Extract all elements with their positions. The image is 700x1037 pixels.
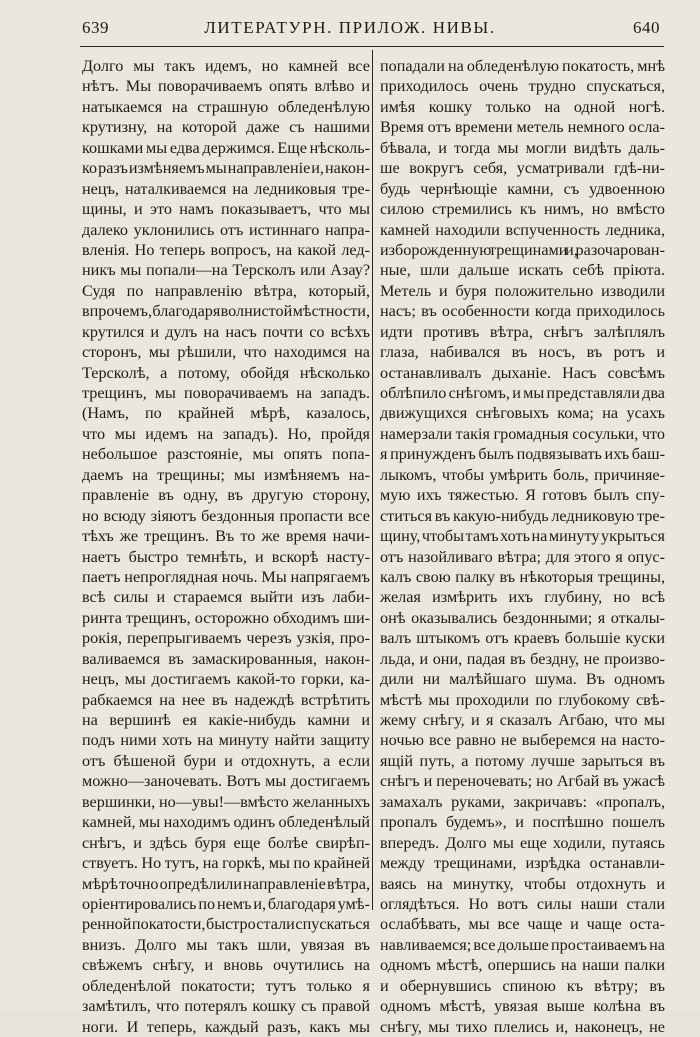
text-line: приходилось очень трудно спускаться, [380,77,665,96]
text-line: Долго мы такъ идемъ, но камней все [82,57,370,75]
text-line: никъ мы попали—на Терсколъ или Азау? [82,261,370,280]
text-line: но всюду зіяютъ бездонныя пропасти все [82,506,370,525]
text-line: насъ; въ особенности когда приходилось [380,302,665,321]
text-line: трещинъ, мы поворачиваемъ на западъ. [82,384,370,402]
text-line: ваясь на минутку, чтобы отдохнуть и [380,874,665,893]
text-line: глаза, набивался въ носъ, въ ротъ и [380,343,665,362]
text-line: льда, и они, падая въ бездну, не произво- [380,649,665,668]
text-line: идти противъ вѣтра, снѣгъ залѣплялъ [380,322,665,341]
text-line: изборожденную трещинами и, разочарован- [380,240,665,259]
text-line: замѣтилъ, что потерялъ кошку съ правой [82,997,370,1016]
text-line: ститься въ какую-нибудь ледниковую тре- [380,506,665,525]
text-line: Метель и буря положительно изводили [380,281,665,300]
text-line: одномъ мѣстѣ, увязая выше колѣна въ [380,997,665,1016]
text-line: ночью все равно не выберемся на насто- [380,731,665,750]
text-line: намерзали такія громадныя сосульки, что [380,424,665,443]
text-line: что мы идемъ на западъ). Но, пройдя [82,424,370,443]
text-line: отъ бѣшеной бури и отдохнуть, а если [82,751,370,770]
text-line: небольшое разстояніе, мы опять попа- [82,445,370,464]
text-line: щину, чтобы тамъ хоть на минуту укрыться [380,527,665,546]
text-line: Время отъ времени метель немного осла- [380,118,665,137]
text-line: можно—заночевать. Вотъ мы достигаемъ [82,772,370,791]
text-line: имѣя кошку только на одной ногѣ. [380,97,665,116]
text-line: попадали на обледенѣлую покатость, мнѣ [380,57,665,75]
text-line: ко разъ измѣняемъ мы направленіе и, након- [82,159,370,178]
text-line: даемъ на трещины; мы измѣняемъ на- [82,465,370,484]
text-line: крутился и дулъ на насъ почти со всѣхъ [82,322,370,341]
text-line: на вершинѣ ея какіе-нибудь камни и [82,711,370,729]
text-line: замахалъ руками, закричавъ: «пропалъ, [380,792,665,811]
text-line: тѣхъ же трещинъ. Въ то же время начи- [82,527,370,546]
text-line: отъ назойливаго вѣтра; для этого я опус- [380,547,665,566]
text-line: жему снѣгу, и я сказалъ Агбаю, что мы [380,711,665,729]
text-line: обледенѣлой покатости; тутъ только я [82,976,370,995]
text-line: ствуетъ. Но тутъ, на горкѣ, мы по крайней [82,854,370,873]
text-line: оглядѣться. Но вотъ силы наши стали [380,894,665,913]
text-line: рабкаемся на нее въ надеждѣ встрѣтить [82,690,370,709]
text-line: лыкомъ, чтобы умѣрить боль, причиняе- [380,465,665,484]
text-line: пропалъ будемъ», и поспѣшно пошелъ [380,813,665,832]
text-line: ринта трещинъ, осторожно обходимъ ши- [82,608,370,627]
text-line: наетъ быстро темнѣть, и вскорѣ насту- [82,547,370,566]
text-line: Терсколѣ, а потому, обойдя нѣсколько [82,363,370,382]
text-line: желая измѣрить ихъ глубину, но всѣ [380,588,665,607]
text-line: камней, мы находимъ одинъ обледенѣлый [82,813,370,832]
text-line: валъ штыкомъ отъ краевъ большіе куски [380,629,665,648]
text-line: далеко уклонились отъ истиннаго напра- [82,220,370,239]
text-line: щины, и это намъ показываетъ, что мы [82,200,370,219]
text-line: бѣвала, и тогда мы могли видѣть даль- [380,138,665,157]
text-line: кошками мы едва держимся. Еще нѣсколь- [82,138,370,157]
text-line: нецъ, мы достигаемъ какой-то горки, ка- [82,670,370,689]
text-line: снѣгъ и переночевать; но Агбай въ ужасѣ [380,772,665,791]
right-page-number: 640 [633,18,660,37]
text-line: дили ни малѣйшаго шума. Въ одномъ [380,670,665,689]
running-title: ЛИТЕРАТУРН. ПРИЛОЖ. НИВЫ. [204,18,496,37]
text-line: нецъ, наталкиваемся на ледниковыя тре- [82,179,370,198]
text-line: калъ свою палку въ нѣкоторыя трещины, [380,567,665,586]
text-line: всѣ силы и стараемся выйти изъ лаби- [82,588,370,607]
text-line: будь чернѣющіе камни, съ удвоенною [380,179,665,198]
text-line: вленія. Но теперь вопросъ, на какой лед- [82,240,370,259]
text-line: нѣтъ. Мы поворачиваемъ опять влѣво и [82,77,370,96]
text-line: впрочемъ, благодаря волнистой мѣстности, [82,302,370,321]
text-line: сторонъ, мы рѣшили, что находимся на [82,343,370,362]
text-line: я принужденъ былъ подвязывать ихъ баш- [380,445,665,464]
right-column [380,56,665,1037]
text-line: внизъ. Долго мы такъ шли, увязая въ [82,935,370,954]
text-line: правленіе въ одну, въ другую сторону, [82,486,370,505]
left-column [82,56,370,1037]
text-line: свѣжемъ снѣгу, и вновь очутились на [82,956,370,975]
text-line: останавливалъ дыханіе. Насъ совсѣмъ [380,363,665,382]
text-line: навливаемся; все дольше простаиваемъ на [380,935,665,954]
text-line: Судя по направленію вѣтра, который, [82,281,370,300]
text-line: мѣстѣ мы проходили по глубокому свѣ- [380,690,665,709]
text-line: одномъ мѣстѣ, опершись на наши палки [380,956,665,975]
text-line: рокія, перепрыгиваемъ черезъ узкія, про- [82,629,370,648]
text-line: оріентировались по немъ и, благодаря умѣ- [82,894,370,913]
text-line: подъ ними хоть на минуту найти защиту [82,731,370,750]
text-line: камней находили вспученность ледника, [380,220,665,239]
text-line: мую ихъ тяжестью. Я готовъ былъ спу- [380,486,665,505]
header-rule [80,46,664,47]
column-divider [372,50,373,910]
text-line: впередъ. Долго мы еще ходили, путаясь [380,833,665,852]
text-line: ноги. И теперь, каждый разъ, какъ мы [82,1017,370,1036]
text-line: и обернувшись спиною къ вѣтру; въ [380,976,665,995]
text-line: валиваемся въ замаскированныя, након- [82,649,370,668]
text-line: ренной покатости, быстро стали спускаться [82,915,370,934]
text-line: онѣ оказывались бездонными; я откалы- [380,608,665,627]
text-line: ящій путь, а потому лучше зарыться въ [380,751,665,770]
text-line: вершинки, но—увы!—вмѣсто желанныхъ [82,792,370,811]
text-line: облѣпило снѣгомъ, и мы представляли два [380,384,665,402]
text-line: крутизну, на которой даже съ нашими [82,118,370,137]
text-line: силою стремились къ нимъ, но вмѣсто [380,200,665,219]
left-page-number: 639 [82,18,109,37]
text-line: ные, шли дальше искать себѣ пріюта. [380,261,665,280]
text-line: мѣрѣ точно опредѣлили направленіе вѣтра, [82,874,370,893]
text-line: движущихся снѣговыхъ кома; на усахъ [380,404,665,423]
text-line: снѣгу, мы тихо плелись и, наконецъ, не [380,1017,665,1036]
text-line: паетъ непроглядная ночь. Мы напрягаемъ [82,567,370,586]
text-line: ослабѣвать, мы все чаще и чаще оста- [380,915,665,934]
text-line: ше вокругъ себя, усматривали гдѣ-ни- [380,159,665,178]
text-line: между трещинами, изрѣдка останавли- [380,854,665,873]
text-line: (Намъ, по крайней мѣрѣ, казалось, [82,404,370,423]
text-line: снѣгъ, и здѣсь буря еще болѣе свирѣп- [82,833,370,852]
page-header [0,0,700,46]
text-line: натыкаемся на страшную обледенѣлую [82,97,370,116]
